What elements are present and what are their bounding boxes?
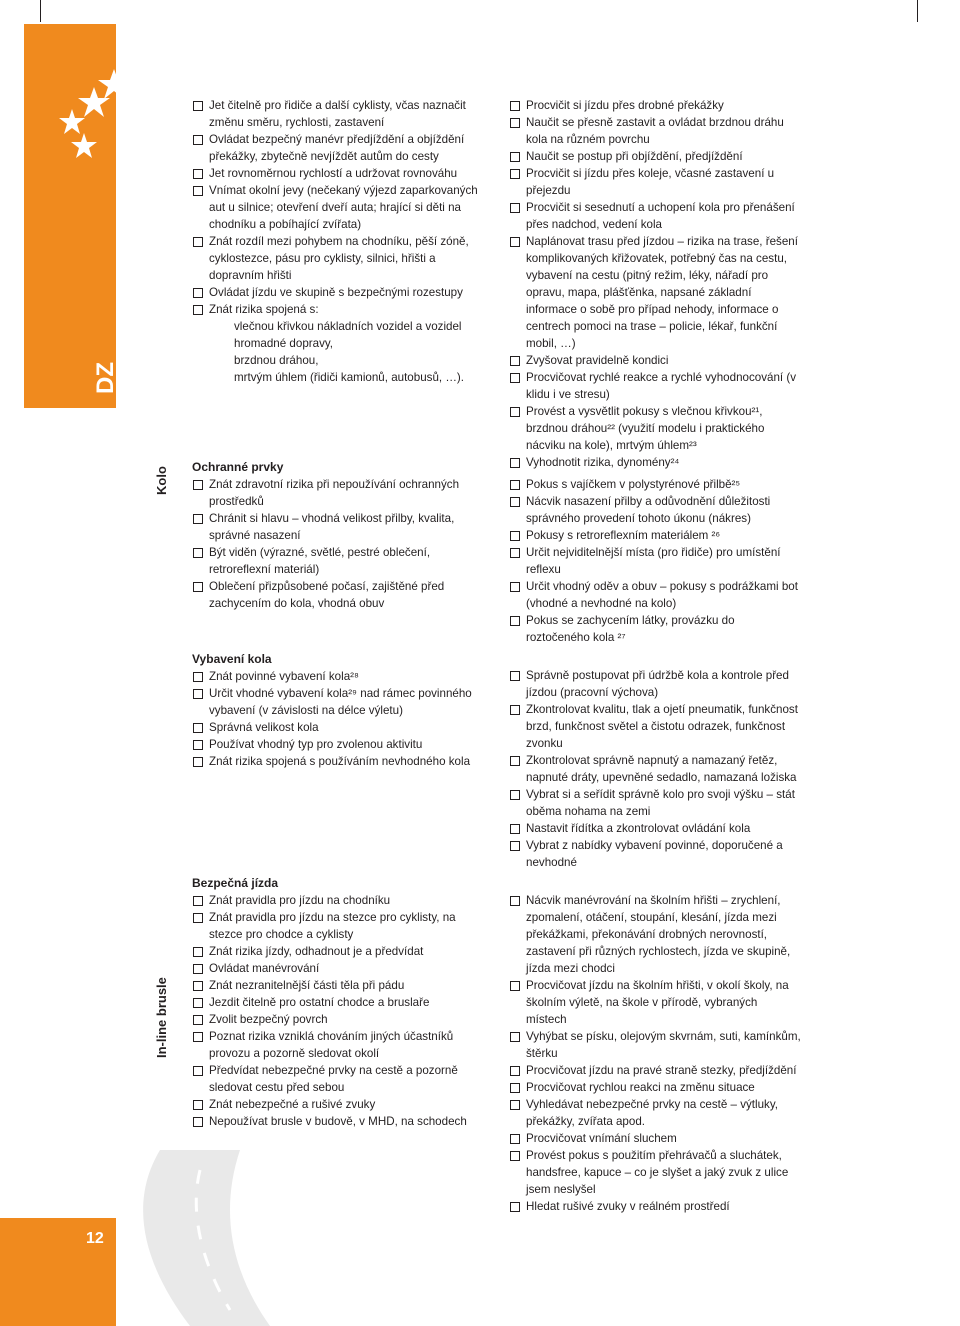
section-heading: Vybavení kola: [192, 652, 272, 666]
sub-item: vlečnou křivkou nákladních vozidel a vozidel hromadné dopravy,: [234, 320, 462, 350]
list-item: Znát nezranitelnější části těla při pádu: [192, 977, 492, 994]
list-item: Být viděn (výrazné, světlé, pestré oblečení, retroreflexní materiál): [192, 544, 492, 578]
block2-left: [192, 459, 492, 612]
list-item: Zkontrolovat kvalitu, tlak a ojetí pneumatik, funkčnost brzd, funkčnost světel a čistotu odrazek, funkčnost zvonku: [509, 701, 801, 752]
list-item: Zvolit bezpečný povrch: [192, 1011, 492, 1028]
section-label-kolo: Kolo: [154, 466, 169, 495]
list-item: Určit vhodné vybavení kola²⁹ nad rámec povinného vybavení (v závislosti na délce výletu): [192, 685, 492, 719]
list-item: Znát rizika spojená s používáním nevhodného kola: [192, 753, 492, 770]
list-item: Naučit se přesně zastavit a ovládat brzdnou dráhu kola na různém povrchu: [509, 114, 801, 148]
list-item: Procvičit si jízdu přes drobné překážky: [509, 97, 801, 114]
road-graphic: [120, 1150, 420, 1326]
list-item: Určit nejviditelnější místa (pro řidiče) pro umístění reflexu: [509, 544, 801, 578]
list-item: Správná velikost kola: [192, 719, 492, 736]
list-item: Procvičovat rychlou reakci na změnu situace: [509, 1079, 801, 1096]
sub-item: mrtvým úhlem (řidiči kamionů, autobusů, …).: [234, 371, 465, 384]
list-item: Procvičovat vnímání sluchem: [509, 1130, 801, 1147]
list-item: Nepoužívat brusle v budově, v MHD, na schodech: [192, 1113, 492, 1130]
list-item: Vybrat si a seřídit správně kolo pro svoji výšku – stát oběma nohama na zemi: [509, 786, 801, 820]
list-item: Poznat rizika vzniklá chováním jiných účastníků provozu a pozorně sledovat okolí: [192, 1028, 492, 1062]
list-item: Hledat rušivé zvuky v reálném prostředí: [509, 1198, 801, 1215]
list-item: Pokusy s retroreflexním materiálem ²⁶: [509, 527, 801, 544]
section-heading: Ochranné prvky: [192, 460, 284, 474]
list-item: Vnímat okolní jevy (nečekaný výjezd zaparkovaných aut u silnice; otevření dveří auta; hrající si děti na chodníku a pobíhající zvířata): [192, 182, 492, 233]
page-number: 12: [86, 1230, 104, 1247]
list-item: Znát nebezpečné a rušivé zvuky: [192, 1096, 492, 1113]
list-item: Znát pravidla pro jízdu na chodníku: [192, 892, 492, 909]
list-item: Znát rizika jízdy, odhadnout je a předvídat: [192, 943, 492, 960]
chapter-badge: DZ: [92, 362, 119, 394]
list-item: Oblečení přizpůsobené počasí, zajištěné před zachycením do kola, vhodná obuv: [192, 578, 492, 612]
list-item: Provést pokus s použitím přehrávačů a sluchátek, handsfree, kapuce – co je slyšet a jaký zvuk z ulice jsem neslyšel: [509, 1147, 801, 1198]
list-item: Předvídat nebezpečné prvky na cestě a pozorně sledovat cestu před sebou: [192, 1062, 492, 1096]
section-heading: Bezpečná jízda: [192, 876, 279, 890]
list-item: Nácvik nasazení přilby a odůvodnění důležitosti správného provedení tohoto úkonu (nákres): [509, 493, 801, 527]
list-item: Procvičit si sesednutí a uchopení kola pro přenášení přes nadchod, vedení kola: [509, 199, 801, 233]
list-item: Vyhledávat nebezpečné prvky na cestě – výtluky, překážky, zvířata apod.: [509, 1096, 801, 1130]
list-item: Jet rovnoměrnou rychlostí a udržovat rovnováhu: [192, 165, 492, 182]
list-item: Ovládat bezpečný manévr předjíždění a objíždění překážky, zbytečně nevjíždět autům do cesty: [192, 131, 492, 165]
list-item: Ovládat manévrování: [192, 960, 492, 977]
list-item: Správně postupovat při údržbě kola a kontrole před jízdou (pracovní výchova): [509, 667, 801, 701]
list-item: Znát rizika spojená s:: [192, 301, 492, 318]
list-item: Naplánovat trasu před jízdou – rizika na trase, řešení komplikovaných křižovatek, potřebný čas na cestu, vybavení na cestu (pitný režim, léky, nářadí pro opravu, mapa, plášťěnka, napsané základní informace o sobě pro případ nehody, informace o centrech pomoci na trase – policie, lékař, funkční mobil, …): [509, 233, 801, 352]
chapter-tab: [24, 24, 173, 408]
list-item: Používat vhodný typ pro zvolenou aktivitu: [192, 736, 492, 753]
block4-right: [509, 892, 801, 1215]
list-item: Znát zdravotní rizika při nepoužívání ochranných prostředků: [192, 476, 492, 510]
block4-left: [192, 875, 492, 1130]
list-item: Pokus se zachycením látky, provázku do roztočeného kola ²⁷: [509, 612, 801, 646]
sub-item: brzdnou dráhou,: [234, 354, 319, 367]
list-item: Nácvik manévrování na školním hřišti – zrychlení, zpomalení, otáčení, stoupání, klesání, jízda mezi překážkami, překonávání drobných nerovností, zastavení při různých rychlostech, jízda ve skupině, jízda mezi chodci: [509, 892, 801, 977]
list-item: Znát pravidla pro jízdu na stezce pro cyklisty, na stezce pro chodce a cyklisty: [192, 909, 492, 943]
list-item: Pokus s vajíčkem v polystyrénové přilbě²⁵: [509, 476, 801, 493]
list-item: Vyhýbat se písku, olejovým skvrnám, suti, kamínkům, štěrku: [509, 1028, 801, 1062]
list-item: Vybrat z nabídky vybavení povinné, doporučené a nevhodné: [509, 837, 801, 871]
list-item: Ovládat jízdu ve skupině s bezpečnými rozestupy: [192, 284, 492, 301]
block3-left: [192, 651, 492, 770]
block1-left: [192, 97, 492, 386]
list-item: Znát povinné vybavení kola²⁸: [192, 668, 492, 685]
list-item: Zkontrolovat správně napnutý a namazaný řetěz, napnuté dráty, upevněné sedadlo, namazaná ložiska: [509, 752, 801, 786]
block1-right: [509, 97, 801, 471]
list-item: Znát rozdíl mezi pohybem na chodníku, pěší zóně, cyklostezce, pásu pro cyklisty, silnici, hřišti a dopravním hřišti: [192, 233, 492, 284]
list-item: Chránit si hlavu – vhodná velikost přilby, kvalita, správné nasazení: [192, 510, 492, 544]
list-item: Procvičovat jízdu na pravé straně stezky, předjíždění: [509, 1062, 801, 1079]
list-item: Jezdit čitelně pro ostatní chodce a bruslaře: [192, 994, 492, 1011]
section-label-inline: In-line brusle: [154, 977, 169, 1058]
list-item: Jet čitelně pro řidiče a další cyklisty, včas naznačit změnu směru, rychlosti, zastavení: [192, 97, 492, 131]
list-item: Určit vhodný oděv a obuv – pokusy s podrážkami bot (vhodné a nevhodné na kolo): [509, 578, 801, 612]
list-item: Nastavit řídítka a zkontrolovat ovládání kola: [509, 820, 801, 837]
list-item: Procvičovat rychlé reakce a rychlé vyhodnocování (v klidu i ve stresu): [509, 369, 801, 403]
list-item: Procvičovat jízdu na školním hřišti, v okolí školy, na školním výletě, na škole v přírodě, vybraných místech: [509, 977, 801, 1028]
chapter-title: schopnosti, dovednosti a znalosti: [114, 101, 173, 386]
block2-right: [509, 476, 801, 646]
list-item: Procvičit si jízdu přes koleje, včasné zastavení u přejezdu: [509, 165, 801, 199]
list-item: Naučit se postup při objíždění, předjíždění: [509, 148, 801, 165]
crop-mark: [40, 0, 41, 22]
list-item: Zvyšovat pravidelně kondici: [509, 352, 801, 369]
crop-mark: [917, 0, 918, 22]
list-item: Provést a vysvětlit pokusy s vlečnou křivkou²¹, brzdnou dráhou²² (využití modelu i praktického nácviku na kole), mrtvým úhlem²³: [509, 403, 801, 454]
list-item: Vyhodnotit rizika, dynomény²⁴: [509, 454, 801, 471]
block3-right: [509, 667, 801, 871]
